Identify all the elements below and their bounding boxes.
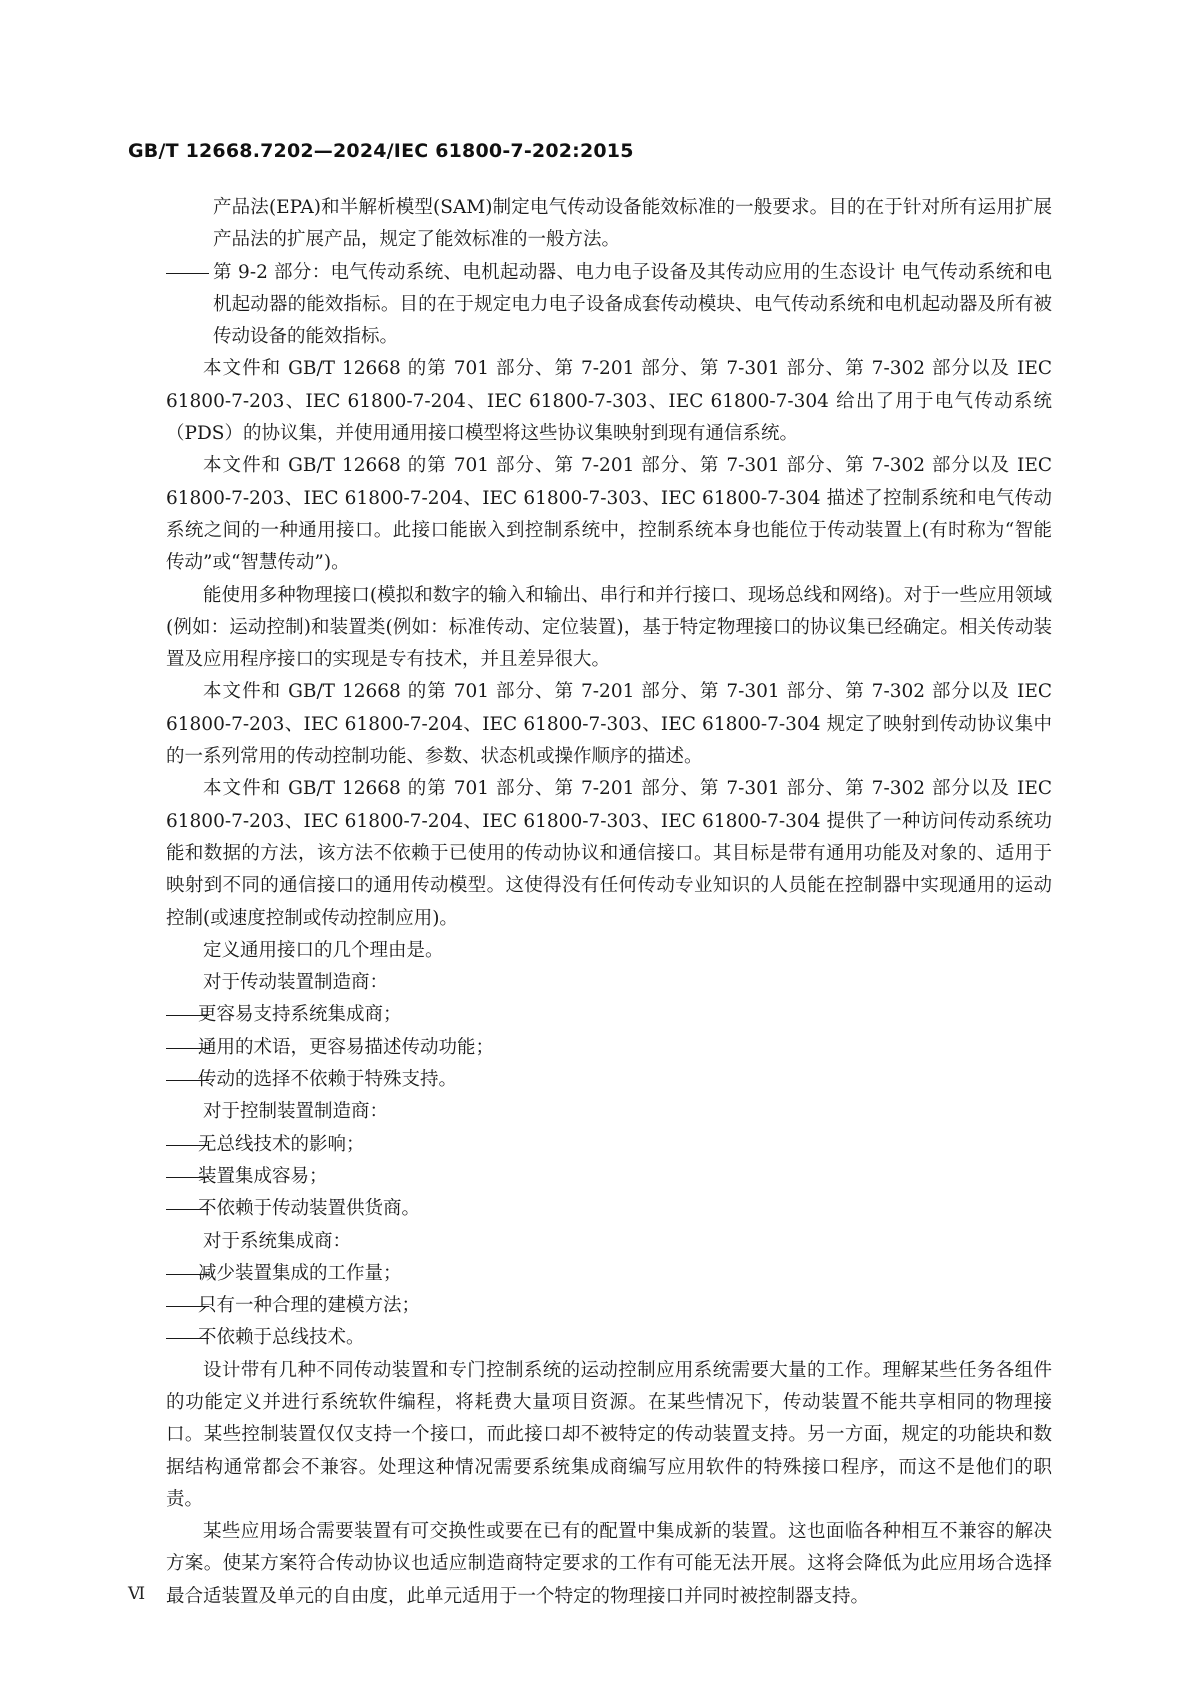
list-item [166, 999, 1052, 1031]
list-item-text: 只有一种合理的建模方法； [198, 1295, 421, 1317]
paragraph: 本文件和 GB/T 12668 的第 701 部分、第 7-201 部分、第 7-301 部分、第 7-302 部分以及 IEC 61800-7-203、IEC 61800-7-204、IEC 61800-7-303、IEC 61800-7-304 描述了控制系统和电气传动系统之间的一种通用接口。此接口能嵌入到控制系统中，控制系统本身也能位于传动装置上(有时称为“智能传动”或“智慧传动”)。 [166, 455, 1052, 574]
paragraph: 设计带有几种不同传动装置和专门控制系统的运动控制应用系统需要大量的工作。理解某些任务各组件的功能定义并进行系统软件编程，将耗费大量项目资源。在某些情况下，传动装置不能共享相同的物理接口。某些控制装置仅仅支持一个接口，而此接口却不被特定的传动装置支持。另一方面，规定的功能块和数据结构通常都会不兼容。处理这种情况需要系统集成商编写应用软件的特殊接口程序，而这不是他们的职责。 [166, 1359, 1052, 1510]
list-item-text: 通用的术语，更容易描述传动功能； [198, 1036, 495, 1058]
list-item-text: 传动的选择不依赖于特殊支持。 [198, 1069, 458, 1091]
control-makers-heading: 对于控制装置制造商： [203, 1101, 389, 1123]
list-item-part-9-2 [166, 257, 1052, 354]
paragraph: 本文件和 GB/T 12668 的第 701 部分、第 7-201 部分、第 7-301 部分、第 7-302 部分以及 IEC 61800-7-203、IEC 61800-7-204、IEC 61800-7-303、IEC 61800-7-304 给出了用于电气传动系统（PDS）的协议集，并使用通用接口模型将这些协议集映射到现有通信系统。 [166, 358, 1052, 445]
page-number: Ⅵ [128, 1584, 146, 1604]
paragraph: 某些应用场合需要装置有可交换性或要在已有的配置中集成新的装置。这也面临各种相互不兼容的解决方案。使某方案符合传动协议也适应制造商特定要求的工作有可能无法开展。这将会降低为此应用场合选择最合适装置及单元的自由度，此单元适用于一个特定的物理接口并同时被控制器支持。 [166, 1521, 1052, 1607]
list-item [166, 1258, 1052, 1290]
list-item [166, 1322, 1052, 1354]
list-item [166, 1064, 1052, 1096]
drive-makers-heading: 对于传动装置制造商： [203, 972, 389, 994]
list-item-text: 不依赖于传动装置供货商。 [198, 1198, 421, 1220]
list-item [166, 1032, 1052, 1064]
list-item [166, 1193, 1052, 1225]
integrators-heading: 对于系统集成商： [203, 1230, 352, 1252]
list-item [166, 1290, 1052, 1322]
list-item [166, 1161, 1052, 1193]
paragraph: 本文件和 GB/T 12668 的第 701 部分、第 7-201 部分、第 7-301 部分、第 7-302 部分以及 IEC 61800-7-203、IEC 61800-7-204、IEC 61800-7-303、IEC 61800-7-304 提供了一种访问传动系统功能和数据的方法，该方法不依赖于已使用的传动协议和通信接口。其目标是带有通用功能及对象的、适用于映射到不同的通信接口的通用传动模型。这使得没有任何传动专业知识的人员能在控制器中实现通用的运动控制(或速度控制或传动控制应用)。 [166, 778, 1052, 929]
list-item-text: 无总线技术的影响； [198, 1133, 365, 1155]
list-item [166, 1129, 1052, 1161]
list-item-continuation: 产品法(EPA)和半解析模型(SAM)制定电气传动设备能效标准的一般要求。目的在于针对所有运用扩展产品法的扩展产品，规定了能效标准的一般方法。 [213, 197, 1052, 251]
list-item-text: 更容易支持系统集成商； [198, 1004, 402, 1026]
standard-number-header: GB/T 12668.7202—2024/IEC 61800-7-202:2015 [128, 140, 634, 162]
paragraph: 本文件和 GB/T 12668 的第 701 部分、第 7-201 部分、第 7-301 部分、第 7-302 部分以及 IEC 61800-7-203、IEC 61800-7-204、IEC 61800-7-303、IEC 61800-7-304 规定了映射到传动协议集中的一系列常用的传动控制功能、参数、状态机或操作顺序的描述。 [166, 681, 1052, 768]
list-item-text: 不依赖于总线技术。 [198, 1327, 365, 1349]
reasons-intro: 定义通用接口的几个理由是。 [203, 939, 444, 961]
list-item-text: 减少装置集成的工作量； [198, 1262, 402, 1284]
list-item-text: 第 9-2 部分：电气传动系统、电机起动器、电力电子设备及其传动应用的生态设计 电气传动系统和电机起动器的能效指标。目的在于规定电力电子设备成套传动模块、电气传动系统和电机起动器及所有被传动设备的能效指标。 [213, 261, 1052, 348]
list-item-text: 装置集成容易； [198, 1165, 328, 1187]
paragraph: 能使用多种物理接口(模拟和数字的输入和输出、串行和并行接口、现场总线和网络)。对于一些应用领域(例如：运动控制)和装置类(例如：标准传动、定位装置)，基于特定物理接口的协议集已经确定。相关传动装置及应用程序接口的实现是专有技术，并且差异很大。 [166, 584, 1052, 671]
document-body [166, 192, 1052, 1613]
